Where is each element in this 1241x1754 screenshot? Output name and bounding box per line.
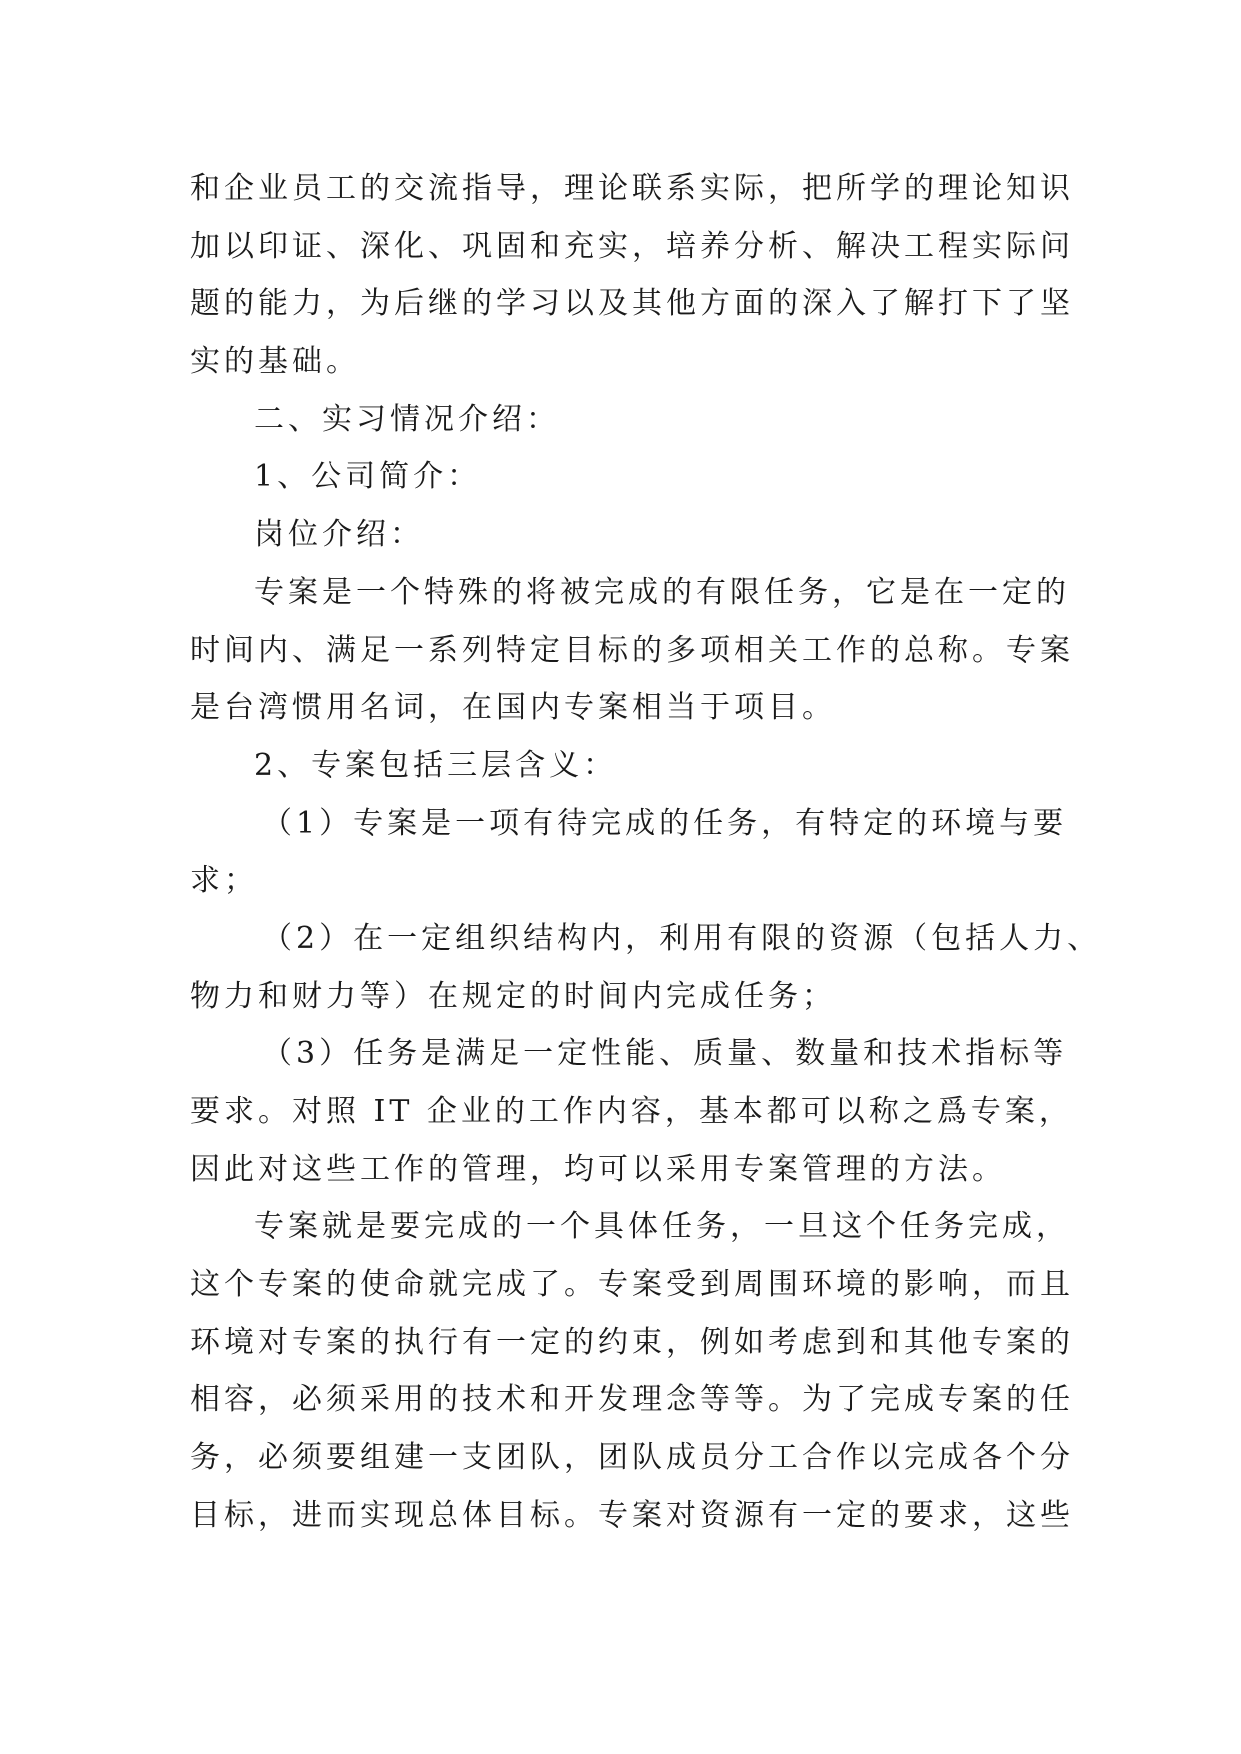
text-line: 物力和财力等）在规定的时间内完成任务； [190,978,836,1014]
text-line: 专案就是要完成的一个具体任务，一旦这个任务完成， [254,1209,1070,1245]
subsection-heading: 2、专案包括三层含义： [254,747,618,783]
text-line: 加以印证、深化、巩固和充实，培养分析、解决工程实际问 [190,228,1074,264]
text-line: 务，必须要组建一支团队，团队成员分工合作以完成各个分 [190,1440,1074,1476]
subsection-heading: 1、公司简介： [254,459,482,495]
text-line: 环境对专案的执行有一定的约束，例如考虑到和其他专案的 [190,1324,1074,1360]
text-line: 题的能力，为后继的学习以及其他方面的深入了解打下了坚 [190,286,1074,322]
text-line: 和企业员工的交流指导，理论联系实际，把所学的理论知识 [190,171,1074,206]
section-heading: 二、实习情况介绍： [254,401,560,437]
text-line: 是台湾惯用名词，在国内专案相当于项目。 [190,690,836,726]
subsection-heading: 岗位介绍： [254,517,424,553]
body-text [190,160,1102,1545]
list-item-line: （2）在一定组织结构内，利用有限的资源（包括人力、 [262,920,1102,956]
text-line: 目标，进而实现总体目标。专案对资源有一定的要求，这些 [190,1497,1074,1533]
text-line: 要求。对照 IT 企业的工作内容，基本都可以称之爲专案， [190,1094,1073,1129]
text-line: 这个专案的使命就完成了。专案受到周围环境的影响，而且 [190,1267,1074,1303]
list-item-line: （1）专案是一项有待完成的任务，有特定的环境与要 [262,805,1068,841]
list-item-line: （3）任务是满足一定性能、质量、数量和技术指标等 [262,1036,1068,1072]
text-line: 因此对这些工作的管理，均可以采用专案管理的方法。 [190,1151,1006,1187]
text-line: 专案是一个特殊的将被完成的有限任务，它是在一定的 [254,574,1070,610]
text-line: 求； [190,863,258,899]
text-line: 时间内、满足一系列特定目标的多项相关工作的总称。专案 [190,632,1074,668]
text-line: 实的基础。 [190,344,360,380]
text-line: 相容，必须采用的技术和开发理念等等。为了完成专案的任 [190,1382,1074,1418]
